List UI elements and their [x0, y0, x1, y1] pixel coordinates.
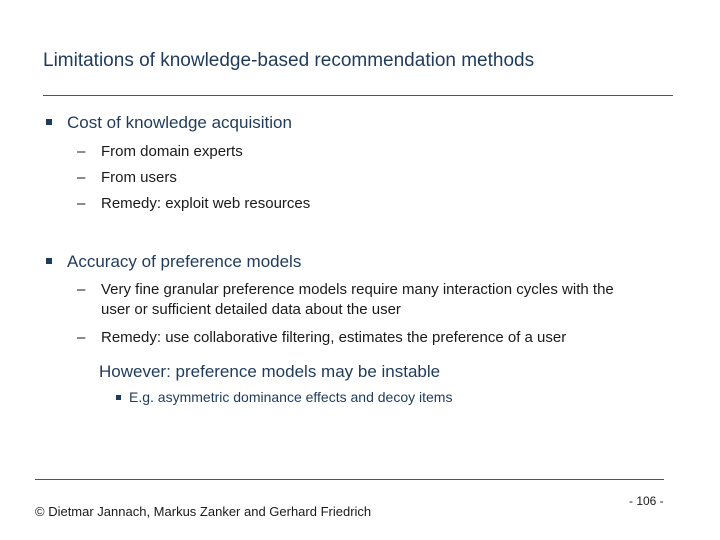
list-item-text: Very fine granular preference models require many interaction cycles with the — [101, 281, 614, 298]
list-item — [77, 142, 243, 162]
dash-bullet-icon: – — [77, 329, 86, 346]
square-bullet-icon — [46, 119, 52, 125]
dash-bullet-icon: – — [77, 281, 86, 298]
list-item-text: Remedy: exploit web resources — [101, 195, 311, 212]
dash-bullet-icon: – — [77, 195, 86, 212]
title-divider — [43, 95, 673, 96]
list-item — [77, 194, 310, 214]
callout-heading: However: preference models may be instable — [99, 362, 441, 381]
dash-bullet-icon: – — [77, 169, 86, 186]
section-heading-knowledge-acquisition — [46, 113, 292, 133]
section-heading-text: Accuracy of preference models — [67, 252, 302, 271]
list-item-text: From users — [101, 169, 177, 186]
callout-bullet-text: E.g. asymmetric dominance effects and decoy items — [129, 389, 453, 405]
section-heading-text: Cost of knowledge acquisition — [67, 113, 292, 132]
page-number: - 106 - — [629, 494, 664, 508]
list-item-text: Remedy: use collaborative filtering, estimates the preference of a user — [101, 329, 567, 346]
footer-credit: © Dietmar Jannach, Markus Zanker and Gerhard Friedrich — [35, 504, 372, 519]
callout-bullet — [116, 389, 452, 405]
list-item — [77, 328, 566, 348]
footer-divider — [35, 479, 664, 480]
section-heading-preference-models — [46, 252, 301, 272]
list-item — [77, 168, 177, 188]
square-bullet-icon — [116, 395, 121, 400]
slide-title: Limitations of knowledge-based recommendation methods — [43, 50, 535, 71]
square-bullet-icon — [46, 258, 52, 264]
list-item — [77, 280, 614, 320]
list-item-text: From domain experts — [101, 143, 243, 160]
dash-bullet-icon: – — [77, 143, 86, 160]
list-item-continuation: user or sufficient detailed data about the user — [101, 301, 401, 318]
